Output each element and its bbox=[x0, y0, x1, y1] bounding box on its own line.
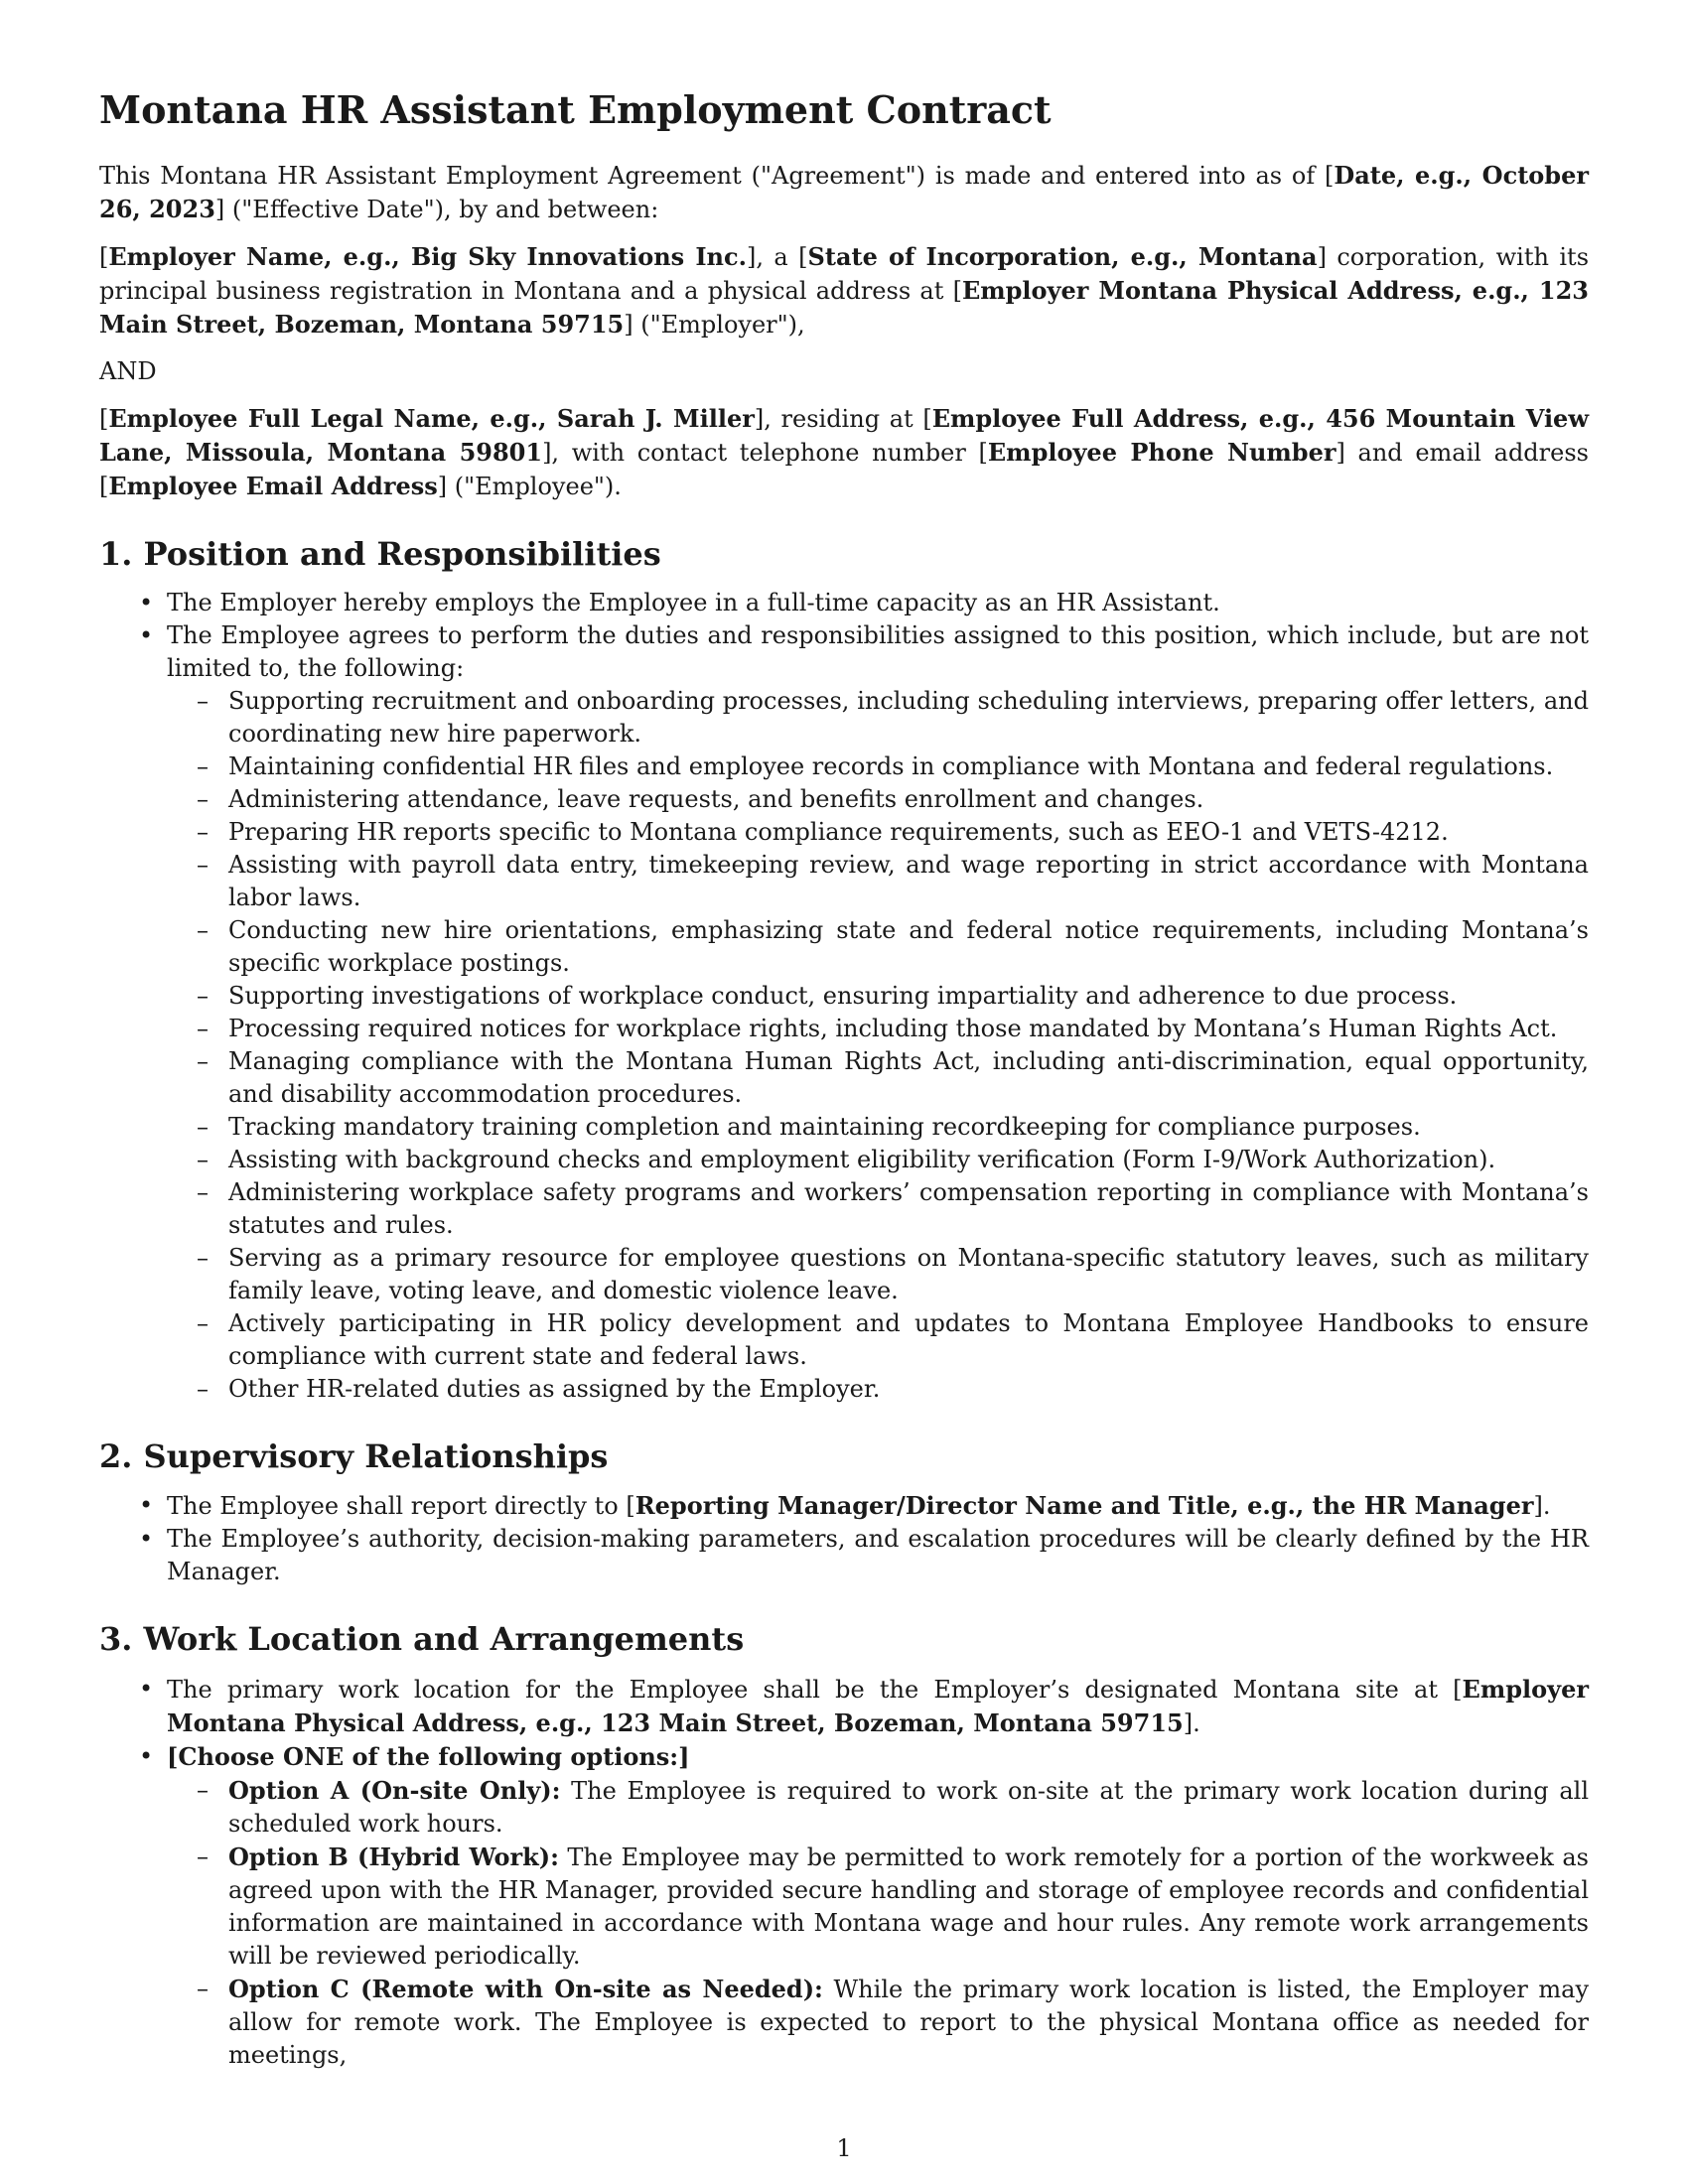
effective-date-placeholder: Date, e.g., October 26, 2023 bbox=[99, 160, 1589, 223]
dash-icon: – bbox=[197, 1145, 209, 1173]
section-2-heading: 2. Supervisory Relationships bbox=[99, 1436, 609, 1475]
dash-icon: – bbox=[197, 1775, 209, 1804]
bullet-icon: • bbox=[139, 588, 154, 616]
dash-icon: – bbox=[197, 1112, 209, 1141]
bullet-icon: • bbox=[139, 1525, 154, 1554]
duty-item: – Processing required notices for workplace rights, including those mandated by Montana’s Human Rights Act. bbox=[167, 1013, 1589, 1045]
employee-address-placeholder: Employee Full Address, e.g., 456 Mountain View Lane, Missoula, Montana 59801 bbox=[99, 403, 1589, 467]
duty-item: – Maintaining confidential HR files and employee records in compliance with Montana and federal regulations. bbox=[167, 751, 1589, 783]
employee-email-placeholder: Employee Email Address bbox=[108, 471, 438, 500]
section-1-heading: 1. Position and Responsibilities bbox=[99, 534, 661, 573]
dash-icon: – bbox=[197, 1974, 209, 2002]
duty-item: – Administering attendance, leave requests, and benefits enrollment and changes. bbox=[167, 783, 1589, 816]
page-number: 1 bbox=[836, 2134, 852, 2162]
employer-address-placeholder: Employer Montana Physical Address, e.g., 123 Main Street, Bozeman, Montana 59715 bbox=[99, 275, 1589, 339]
option-item: – Option C (Remote with On-site as Needed): While the primary work location is listed, the Employer may allow for remote work. The Employee is expected to report to the physical Montana office as needed for meetings, bbox=[197, 1974, 1590, 2069]
dash-icon: – bbox=[197, 751, 209, 780]
duty-item: – Actively participating in HR policy development and updates to Montana Employee Handbooks to ensure compliance with current state and federal laws. bbox=[197, 1308, 1589, 1370]
dash-icon: – bbox=[197, 784, 209, 813]
employee-name-placeholder: Employee Full Legal Name, e.g., Sarah J. Miller bbox=[108, 403, 755, 433]
list-item: • The Employee agrees to perform the duties and responsibilities assigned to this position, which include, but are not limited to, the following: – Supporting recruitment and onboarding processes, including scheduling interviews, preparing offer letters, and coordinating new hire paperwork. – Maintaining confidential HR files and employee records in compliance with Montana and federal regulations. – Administering attendance, leave requests, and benefits enrollment and changes. – Preparing HR reports specific to Montana compliance requirements, such as EEO-1 and VETS-4212. – Assisting with payroll data entry, timekeeping review, and wage reporting in strict accordance with Montana labor laws. – Conducting new hire orientations, emphasizing state and federal notice requirements, including Montana’s specific workplace postings. – Supporting investigations of workplace conduct, ensuring impartiality and adherence to due process. – Processing required notices for workplace rights, including those mandated by Montana’s Human Rights Act. – Managing compliance with the Montana Human Rights Act, including anti-discrimination, equal opportunity, and disability accommodation procedures. – Tracking mandatory training completion and maintaining recordkeeping for compliance purposes. – Assisting with background checks and employment eligibility verification (Form I-9/Work Authorization). – Administering workplace safety programs and workers’ compensation reporting in compliance with Montana’s statutes and rules. – Serving as a primary resource for employee questions on Montana-specific statutory leaves, such as military family leave, voting leave, and domestic violence leave. – Actively participating in HR policy development and updates to Montana Employee Handbooks to ensure compliance with current state and federal laws. – Other HR-related duties as assigned by the Employer. bbox=[99, 619, 1589, 1406]
bullet-icon: • bbox=[139, 1674, 154, 1703]
choose-option-label: [Choose ONE of the following options:] bbox=[167, 1741, 690, 1771]
intro-paragraph: This Montana HR Assistant Employment Agreement ("Agreement") is made and entered into as of [Date, e.g., October 26, 2023] ("Effective Date"), by and between: bbox=[99, 160, 1589, 223]
list-item: • The Employee’s authority, decision-making parameters, and escalation procedures will be clearly defined by the HR Manager. bbox=[139, 1525, 1589, 1586]
work-options-list bbox=[167, 1774, 1589, 2072]
employee-phone-placeholder: Employee Phone Number bbox=[987, 437, 1336, 467]
duty-item: – Assisting with payroll data entry, timekeeping review, and wage reporting in strict accordance with Montana labor laws. bbox=[197, 850, 1589, 911]
duty-item: – Managing compliance with the Montana Human Rights Act, including anti-discrimination, equal opportunity, and disability accommodation procedures. bbox=[197, 1046, 1589, 1108]
duty-item: – Conducting new hire orientations, emphasizing state and federal notice requirements, including Montana’s specific workplace postings. bbox=[197, 915, 1589, 977]
section-3-list bbox=[99, 1673, 1589, 2072]
reporting-manager-placeholder: Reporting Manager/Director Name and Title, e.g., the HR Manager bbox=[634, 1491, 1534, 1521]
duty-item: – Other HR-related duties as assigned by the Employer. bbox=[167, 1373, 1589, 1406]
bullet-icon: • bbox=[139, 620, 154, 649]
option-item: – Option A (On-site Only): The Employee is required to work on-site at the primary work location during all scheduled work hours. bbox=[197, 1775, 1589, 1838]
dash-icon: – bbox=[197, 1014, 209, 1042]
employer-paragraph: [Employer Name, e.g., Big Sky Innovations Inc.], a [State of Incorporation, e.g., Montana] corporation, with its principal business registration in Montana and a physical address at [Employer Montana Physical Address, e.g., 123 Main Street, Bozeman, Montana 59715] ("Employer"), bbox=[99, 241, 1590, 339]
section-2-list bbox=[99, 1489, 1589, 1588]
duty-item: – Tracking mandatory training completion and maintaining recordkeeping for compliance purposes. bbox=[167, 1111, 1589, 1144]
duty-item: – Preparing HR reports specific to Montana compliance requirements, such as EEO-1 and VETS-4212. bbox=[167, 816, 1589, 849]
duty-item: – Serving as a primary resource for employee questions on Montana-specific statutory leaves, such as military family leave, voting leave, and domestic violence leave. bbox=[197, 1243, 1589, 1304]
document-page bbox=[99, 87, 1589, 2072]
duty-item: – Supporting investigations of workplace conduct, ensuring impartiality and adherence to due process. bbox=[167, 980, 1589, 1013]
dash-icon: – bbox=[197, 1842, 209, 1870]
dash-icon: – bbox=[197, 817, 209, 846]
list-item bbox=[99, 1740, 1589, 2072]
state-placeholder: State of Incorporation, e.g., Montana bbox=[807, 241, 1318, 271]
list-item: • The Employee shall report directly to [Reporting Manager/Director Name and Title, e.g., the HR Manager]. bbox=[139, 1491, 1551, 1521]
bullet-icon: • bbox=[139, 1491, 154, 1520]
dash-icon: – bbox=[197, 1046, 209, 1075]
work-location-placeholder: Employer Montana Physical Address, e.g., 123 Main Street, Bozeman, Montana 59715 bbox=[167, 1674, 1589, 1737]
dash-icon: – bbox=[197, 981, 209, 1010]
section-3-heading: 3. Work Location and Arrangements bbox=[99, 1620, 745, 1659]
duty-item: – Administering workplace safety programs and workers’ compensation reporting in compliance with Montana’s statutes and rules. bbox=[197, 1177, 1589, 1239]
list-item: • The Employer hereby employs the Employee in a full-time capacity as an HR Assistant. bbox=[99, 587, 1589, 619]
bullet-icon: • bbox=[139, 1741, 154, 1770]
option-label: Option A (On-site Only): bbox=[228, 1775, 561, 1805]
dash-icon: – bbox=[197, 1308, 209, 1337]
option-label: Option C (Remote with On-site as Needed): bbox=[228, 1974, 823, 2003]
section-1-list bbox=[99, 587, 1589, 1406]
option-item: – Option B (Hybrid Work): The Employee may be permitted to work remotely for a portion of the workweek as agreed upon with the HR Manager, provided secure handling and storage of employee records and confidential information are maintained in accordance with Montana wage and hour rules. Any remote work arrangements will be reviewed periodically. bbox=[197, 1842, 1589, 1970]
dash-icon: – bbox=[197, 1374, 209, 1403]
employee-paragraph: [Employee Full Legal Name, e.g., Sarah J. Miller], residing at [Employee Full Address, e.g., 456 Mountain View Lane, Missoula, Montana 59801], with contact telephone number [Employee Phone Number] and email address [Employee Email Address] ("Employee"). bbox=[99, 403, 1589, 500]
document-title: Montana HR Assistant Employment Contract bbox=[99, 87, 1052, 132]
dash-icon: – bbox=[197, 1243, 209, 1272]
employer-name-placeholder: Employer Name, e.g., Big Sky Innovations Inc. bbox=[108, 241, 747, 271]
dash-icon: – bbox=[197, 915, 209, 944]
option-label: Option B (Hybrid Work): bbox=[228, 1842, 559, 1871]
duty-item: – Supporting recruitment and onboarding processes, including scheduling interviews, preparing offer letters, and coordinating new hire paperwork. bbox=[197, 686, 1589, 748]
dash-icon: – bbox=[197, 850, 209, 879]
dash-icon: – bbox=[197, 686, 209, 715]
and-separator: AND bbox=[99, 356, 157, 385]
dash-icon: – bbox=[197, 1177, 209, 1206]
duty-item: – Assisting with background checks and employment eligibility verification (Form I-9/Work Authorization). bbox=[167, 1144, 1589, 1176]
list-item: • The primary work location for the Employee shall be the Employer’s designated Montana site at [Employer Montana Physical Address, e.g., 123 Main Street, Bozeman, Montana 59715]. bbox=[139, 1674, 1589, 1737]
duties-list bbox=[167, 685, 1589, 1406]
